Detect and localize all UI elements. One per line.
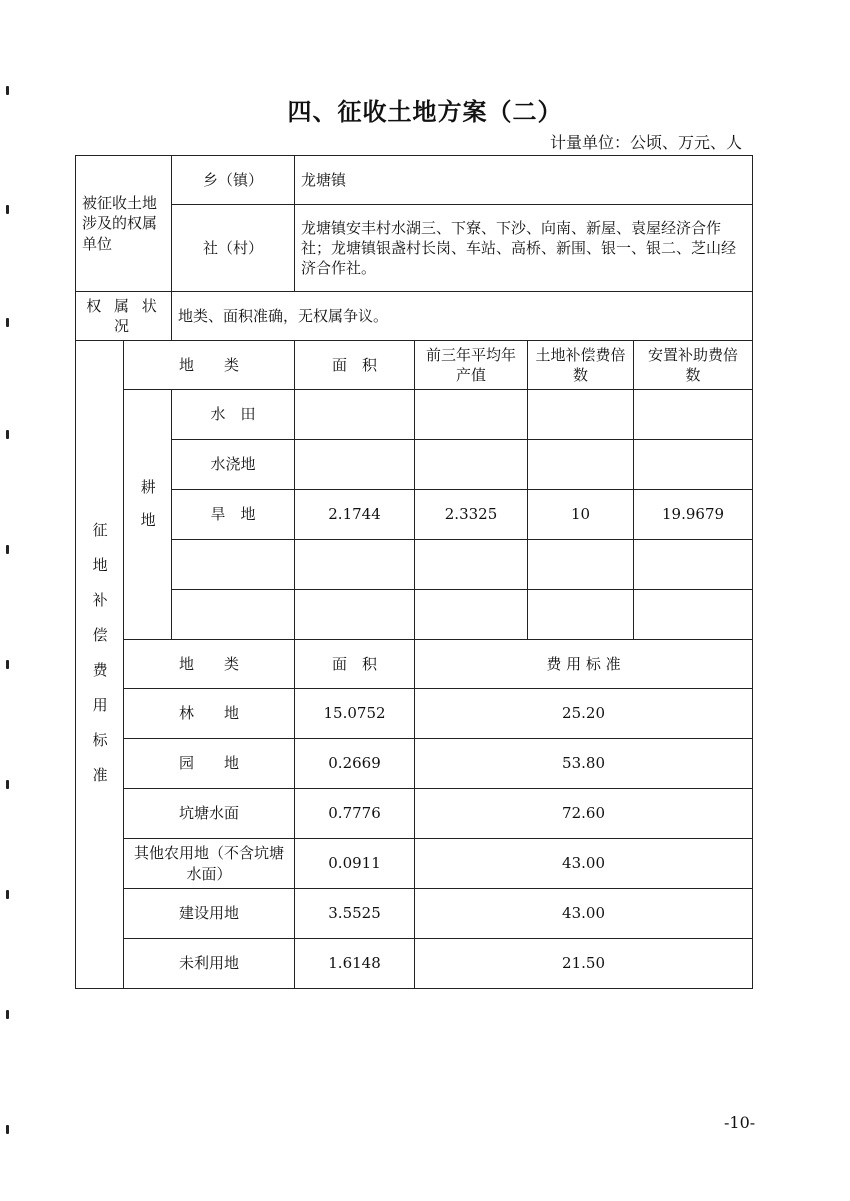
table-cell xyxy=(295,590,415,640)
table-cell xyxy=(634,440,753,490)
table-cell: 53.80 xyxy=(415,739,753,789)
table-row-type: 水 田 xyxy=(172,390,295,440)
table-row-type: 未利用地 xyxy=(124,939,295,989)
table-cell: 21.50 xyxy=(415,939,753,989)
cultivated-label: 耕地 xyxy=(124,390,172,640)
table-cell xyxy=(528,590,634,640)
compensation-side-label: 征地补偿费用标准 xyxy=(76,341,124,989)
table-cell: 2.3325 xyxy=(415,490,528,540)
land-requisition-table xyxy=(75,155,753,989)
table-cell: 0.0911 xyxy=(295,839,415,889)
binder-mark xyxy=(6,205,9,214)
header-area: 面 积 xyxy=(295,341,415,390)
village-value: 龙塘镇安丰村水湖三、下寮、下沙、向南、新屋、袁屋经济合作社；龙塘镇银盏村长岗、车站、高桥、新围、银一、银二、芝山经济合作社。 xyxy=(295,205,753,292)
table-cell: 43.00 xyxy=(415,889,753,939)
table-cell: 15.0752 xyxy=(295,689,415,739)
table-cell xyxy=(415,590,528,640)
table-cell: 2.1744 xyxy=(295,490,415,540)
table-row-type xyxy=(172,540,295,590)
table-cell xyxy=(415,440,528,490)
header-land-type: 地 类 xyxy=(124,341,295,390)
table-cell xyxy=(295,440,415,490)
table-cell xyxy=(295,540,415,590)
binder-mark xyxy=(6,890,9,899)
ownership-heading: 被征收土地涉及的权属单位 xyxy=(76,156,172,292)
table-row-type: 旱 地 xyxy=(172,490,295,540)
binder-mark xyxy=(6,1010,9,1019)
binder-mark xyxy=(6,318,9,327)
table-cell xyxy=(415,540,528,590)
page-title: 四、征收土地方案（二） xyxy=(287,97,563,126)
table-cell: 3.5525 xyxy=(295,889,415,939)
table-row-type: 坑塘水面 xyxy=(124,789,295,839)
binder-mark xyxy=(6,1125,9,1134)
table-cell xyxy=(634,590,753,640)
township-value: 龙塘镇 xyxy=(295,156,753,205)
table-row-type: 水浇地 xyxy=(172,440,295,490)
table-cell xyxy=(415,390,528,440)
table-row-type: 园 地 xyxy=(124,739,295,789)
table-cell: 72.60 xyxy=(415,789,753,839)
table-cell xyxy=(634,390,753,440)
village-label: 社（村） xyxy=(172,205,295,292)
header-fee-standard: 费 用 标 准 xyxy=(415,640,753,689)
table-cell xyxy=(295,390,415,440)
header-land-multiple: 土地补偿费倍 数 xyxy=(528,341,634,390)
table-cell xyxy=(528,440,634,490)
binder-mark xyxy=(6,545,9,554)
table-cell: 0.2669 xyxy=(295,739,415,789)
table-cell: 0.7776 xyxy=(295,789,415,839)
township-label: 乡（镇） xyxy=(172,156,295,205)
unit-label: 计量单位：公顷、万元、人 xyxy=(549,133,742,152)
table-cell xyxy=(528,390,634,440)
table-cell xyxy=(528,540,634,590)
table-row-type: 建设用地 xyxy=(124,889,295,939)
binder-mark xyxy=(6,660,9,669)
table-cell xyxy=(634,540,753,590)
status-label: 权 属 状 况 xyxy=(76,292,172,341)
header-resettle-multiple: 安置补助费倍 数 xyxy=(634,341,753,390)
table-row-type xyxy=(172,590,295,640)
table-cell: 1.6148 xyxy=(295,939,415,989)
header-land-type-2: 地 类 xyxy=(124,640,295,689)
table-cell: 25.20 xyxy=(415,689,753,739)
header-avg-output: 前三年平均年产值 xyxy=(415,341,528,390)
table-cell: 10 xyxy=(528,490,634,540)
table-cell: 43.00 xyxy=(415,839,753,889)
page-number: -10- xyxy=(724,1113,756,1132)
binder-mark xyxy=(6,86,9,95)
binder-mark xyxy=(6,780,9,789)
binder-mark xyxy=(6,430,9,439)
table-row-type: 林 地 xyxy=(124,689,295,739)
status-value: 地类、面积准确，无权属争议。 xyxy=(172,292,753,341)
header-area-2: 面 积 xyxy=(295,640,415,689)
table-cell: 19.9679 xyxy=(634,490,753,540)
table-row-type: 其他农用地（不含坑塘水面） xyxy=(124,839,295,889)
